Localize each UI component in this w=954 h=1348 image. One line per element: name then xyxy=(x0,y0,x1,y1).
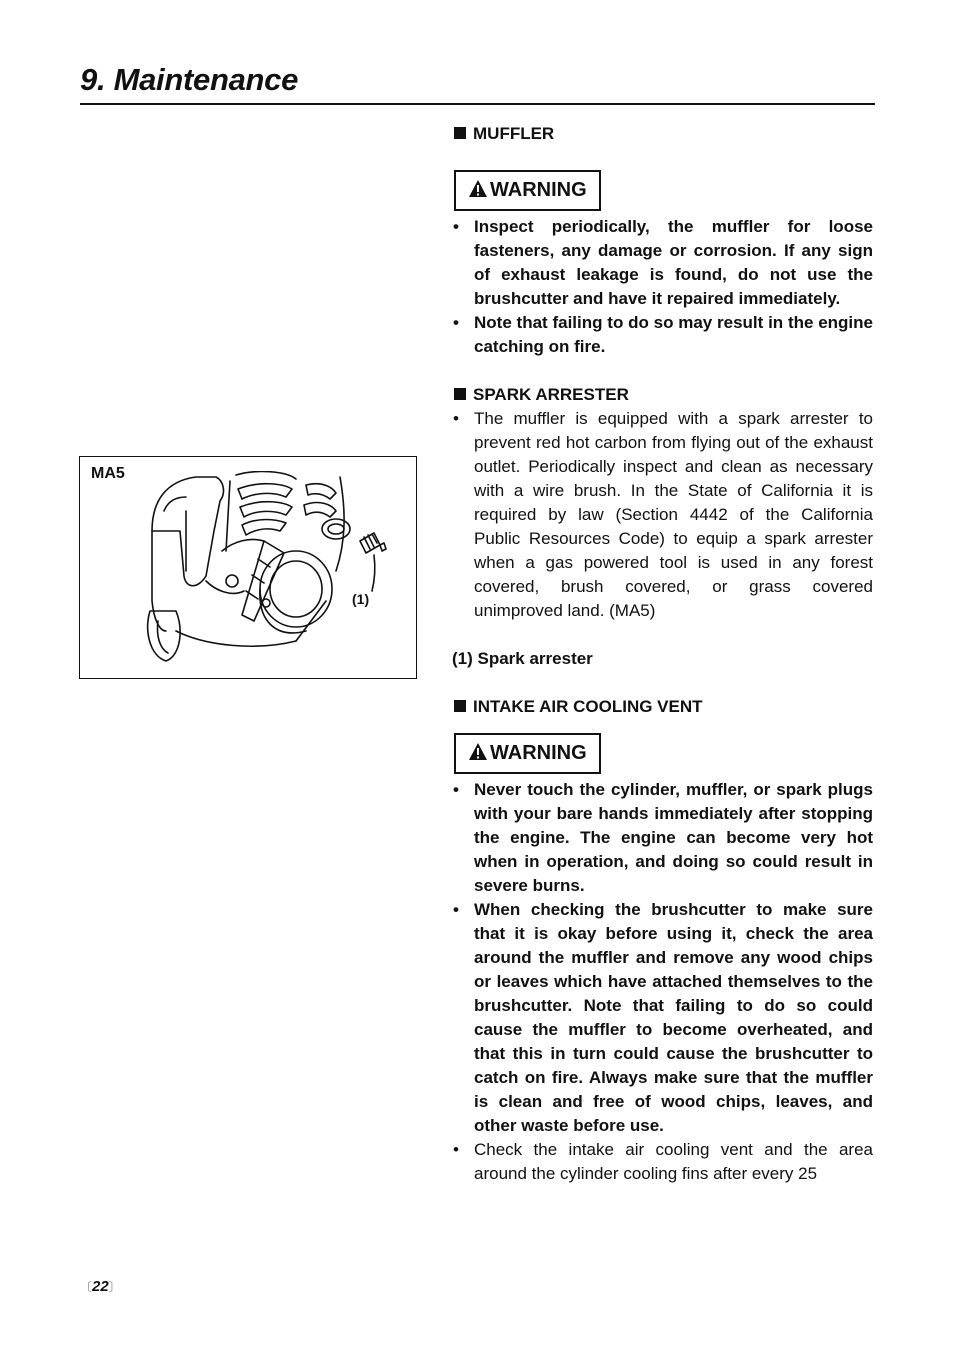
list-item: • Check the intake air cooling vent and the area around the cylinder cooling fins after every 25 xyxy=(452,1138,873,1186)
warning-wrapper xyxy=(452,733,873,774)
warning-box: WARNING xyxy=(454,170,601,211)
square-bullet-icon xyxy=(454,700,466,712)
list-item: • Never touch the cylinder, muffler, or spark plugs with your bare hands immediately after stopping the engine. The engine can become very hot when in operation, and doing so could result in severe burns. xyxy=(452,778,873,898)
figure-ma5 xyxy=(79,456,417,679)
muffler-illustration xyxy=(146,471,396,671)
section-heading-muffler: MUFFLER xyxy=(452,122,873,146)
figure-caption: (1) Spark arrester xyxy=(452,649,593,668)
list-item: • The muffler is equipped with a spark arrester to prevent red hot carbon from flying out of the exhaust outlet. Periodically inspect and clean as necessary with a wire brush. In the State of California it is required by law (Section 4442 of the California Public Resources Code) to equip a spark arrester when a gas powered tool is used in any forest covered, brush covered, or grass covered unimproved land. (MA5) xyxy=(452,407,873,623)
intake-warning-list xyxy=(452,778,873,1138)
intake-instruction-list xyxy=(452,1138,873,1186)
warning-wrapper xyxy=(452,170,873,211)
section-heading-spark-arrester: SPARK ARRESTER xyxy=(452,383,873,407)
page-title: 9. Maintenance xyxy=(80,62,299,97)
list-item: • When checking the brushcutter to make sure that it is okay before using it, check the area around the muffler and remove any wood chips or leaves which have attached themselves to the brushcutter. Note that failing to do so could cause the muffler to become overheated, and that this in turn could cause the brushcutter to catch on fire. Always make sure that the muffler is clean and free of wood chips, leaves, and other waste before use. xyxy=(452,898,873,1138)
list-item: • Inspect periodically, the muffler for loose fasteners, any damage or corrosion. If any sign of exhaust leakage is found, do not use the brushcutter and have it repaired immediately. xyxy=(452,215,873,311)
list-item: • Note that failing to do so may result in the engine catching on fire. xyxy=(452,311,873,359)
square-bullet-icon xyxy=(454,127,466,139)
warning-triangle-icon xyxy=(468,742,488,761)
muffler-warning-list xyxy=(452,215,873,359)
page-number: 〔22〕 xyxy=(80,1278,121,1295)
figure-label: MA5 xyxy=(91,465,125,482)
warning-triangle-icon xyxy=(468,179,488,198)
content-column xyxy=(452,122,873,1186)
figure-callout: (1) xyxy=(352,591,370,607)
section-heading-intake: INTAKE AIR COOLING VENT xyxy=(452,695,873,719)
spark-arrester-list xyxy=(452,407,873,623)
square-bullet-icon xyxy=(454,388,466,400)
warning-box: WARNING xyxy=(454,733,601,774)
title-divider xyxy=(80,103,875,105)
